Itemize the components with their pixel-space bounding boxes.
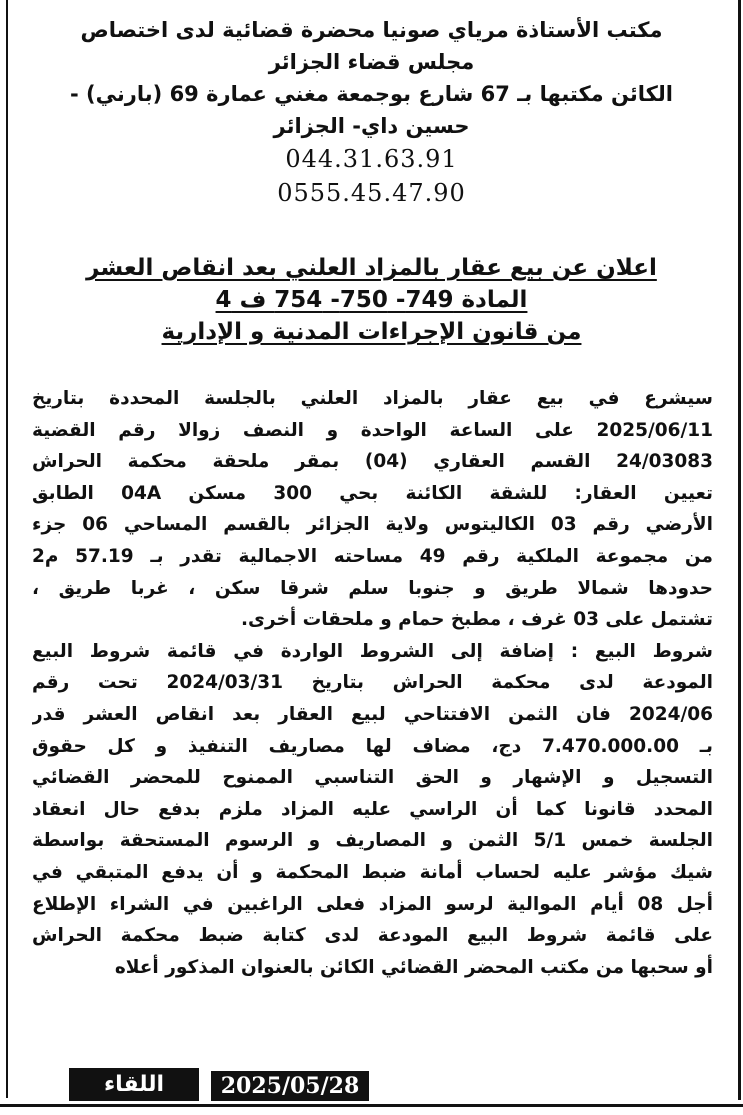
frame-border-right — [738, 0, 741, 1100]
header-line-3: الكائن مكتبها بـ 67 شارع بوجمعة مغني عمارة 69 (بارني) - — [70, 82, 673, 106]
body-line: تشتمل على 03 غرف ، مطبخ حمام و ملحقات أخرى. — [241, 609, 713, 631]
frame-border-bottom — [0, 1104, 743, 1107]
body-line: من مجموعة الملكية رقم 49 مساحته الاجمالية تقدر بـ 57.19 م2 — [32, 545, 713, 567]
body-line: 2025/06/11 على الساعة الواحدة و النصف زوالا رقم القضية — [32, 419, 713, 441]
frame-border-left — [6, 0, 8, 1098]
title-line-2: المادة 749- 750- 754 ف 4 — [215, 287, 528, 313]
body-line: أو سحبها من مكتب المحضر القضائي الكائن بالعنوان المذكور أعلاه — [114, 956, 713, 978]
body-line: المودعة لدى محكمة الحراش بتاريخ 2024/03/31 تحت رقم — [32, 672, 713, 694]
phone-number-2: 0555.45.47.90 — [277, 179, 466, 207]
body-line: أجل 08 أيام الموالية لرسو المزاد فعلى الراغبين في الشراء الإطلاع — [32, 893, 713, 915]
body-line: سيشرع في بيع عقار بالمزاد العلني بالجلسة المحددة بتاريخ — [32, 388, 713, 409]
body-line: الأرضي رقم 03 الكاليتوس ولاية الجزائر بالقسم المساحي 06 جزء — [32, 514, 713, 536]
publication-date-badge: 2025/05/28 — [211, 1071, 369, 1101]
body-line: المحدد قانونا كما أن الراسي عليه المزاد ملزم بدفع حال انعقاد — [32, 798, 713, 820]
title-line-1: اعلان عن بيع عقار بالمزاد العلني بعد انقاص العشر — [86, 255, 657, 281]
announcement-title — [60, 252, 683, 348]
phone-number-1: 044.31.63.91 — [285, 145, 458, 173]
header-line-1: مكتب الأستاذة مرياي صونيا محضرة قضائية لدى اختصاص — [80, 18, 663, 42]
newspaper-name-badge: اللقاء — [69, 1068, 199, 1101]
announcement-body — [32, 383, 713, 983]
body-line: شروط البيع : إضافة إلى الشروط الواردة في قائمة شروط البيع — [32, 640, 713, 662]
body-line: بـ 7.470.000.00 دج، مضاف لها مصاريف التنفيذ و كل حقوق — [32, 735, 713, 757]
body-line: 24/03083 القسم العقاري (04) بمقر ملحقة محكمة الحراش — [32, 451, 713, 473]
body-line: الجلسة خمس 5/1 الثمن و المصاريف و الرسوم المستحقة بواسطة — [32, 830, 713, 852]
body-line: التسجيل و الإشهار و الحق التناسبي الممنوح للمحضر القضائي — [32, 767, 713, 789]
body-line: 2024/06 فان الثمن الافتتاحي لبيع العقار بعد انقاص العشر قدر — [32, 703, 713, 725]
body-line: تعيين العقار: للشقة الكائنة بحي 300 مسكن 04A الطابق — [32, 482, 713, 504]
title-line-3: من قانون الإجراءات المدنية و الإدارية — [161, 319, 582, 345]
header-line-4: حسين داي- الجزائر — [273, 114, 470, 138]
body-line: شيك مؤشر عليه لحساب أمانة ضبط المحكمة و أن يدفع المتبقي في — [32, 861, 713, 883]
bailiff-header — [30, 14, 713, 210]
body-line: حدودها شمالا طريق و جنوبا سلم شرقا سكن ، غربا طريق ، — [32, 577, 713, 599]
body-line: على قائمة شروط البيع المودعة لدى كتابة ضبط محكمة الحراش — [32, 925, 713, 947]
header-line-2: مجلس قضاء الجزائر — [268, 50, 475, 74]
